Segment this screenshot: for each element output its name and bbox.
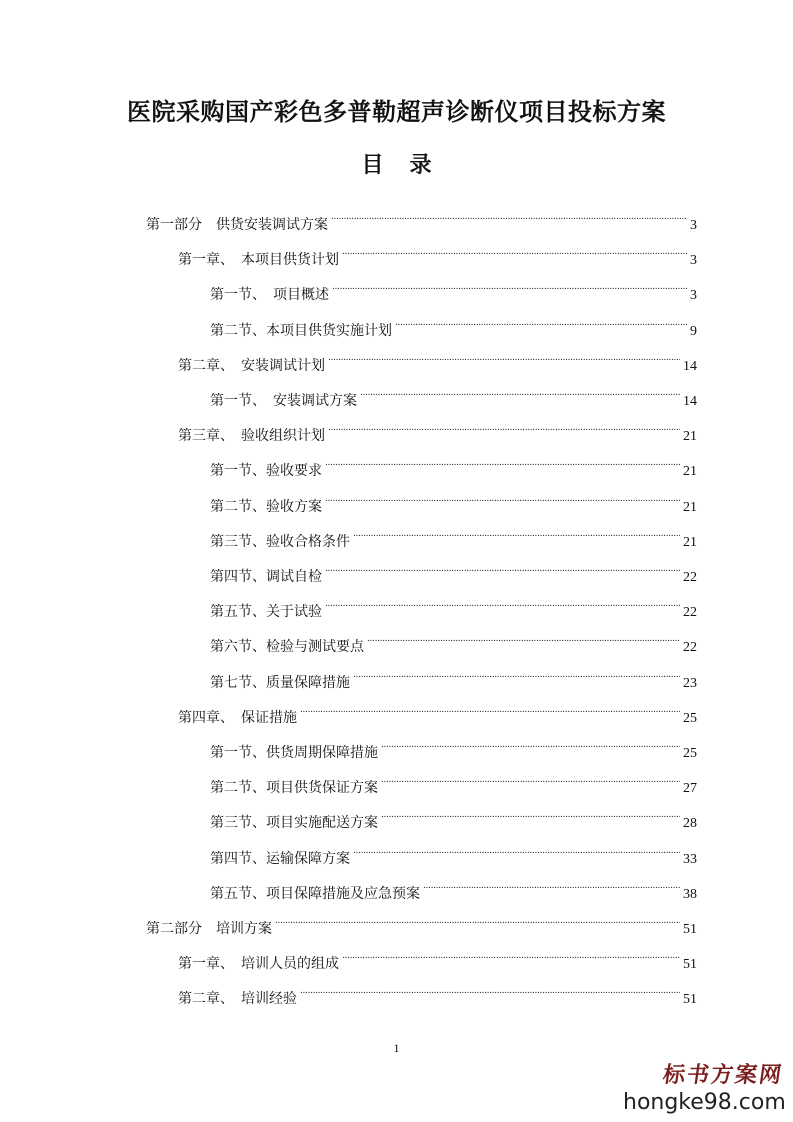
toc-dot-leader: [342, 240, 687, 264]
toc-entry-label: 第四节、运输保障方案: [210, 851, 350, 867]
toc-entry[interactable]: [210, 768, 697, 796]
toc-entry[interactable]: [210, 311, 697, 339]
toc-entry[interactable]: [210, 874, 697, 902]
toc-entry[interactable]: [210, 381, 697, 409]
toc-entry-page-number: 28: [683, 816, 697, 831]
toc-entry[interactable]: [146, 205, 697, 233]
toc-entry[interactable]: [210, 803, 697, 831]
toc-entry-page-number: 38: [683, 887, 697, 902]
toc-dot-leader: [423, 874, 680, 898]
toc-entry[interactable]: [178, 240, 697, 268]
toc-entry-label: 第二节、本项目供货实施计划: [210, 323, 392, 339]
toc-entry-label: 第二节、项目供货保证方案: [210, 780, 378, 796]
toc-dot-leader: [342, 944, 680, 968]
toc-dot-leader: [381, 803, 680, 827]
toc-entry-label: 第一节、 安装调试方案: [210, 393, 357, 409]
toc-entry-label: 第七节、质量保障措施: [210, 675, 350, 691]
toc-dot-leader: [300, 698, 680, 722]
toc-dot-leader: [353, 839, 680, 863]
toc-entry-page-number: 14: [683, 359, 697, 374]
toc-entry-page-number: 3: [690, 253, 697, 268]
watermark-brand-text: 标书方案网: [661, 1063, 785, 1088]
toc-entry[interactable]: [210, 522, 697, 550]
toc-dot-leader: [325, 487, 680, 511]
toc-entry-page-number: 21: [683, 429, 697, 444]
toc-dot-leader: [381, 733, 680, 757]
toc-entry-page-number: 25: [683, 746, 697, 761]
toc-entry[interactable]: [178, 416, 697, 444]
toc-entry-page-number: 3: [690, 218, 697, 233]
toc-entry[interactable]: [146, 909, 697, 937]
toc-dot-leader: [367, 627, 680, 651]
toc-entry-page-number: 3: [690, 288, 697, 303]
toc-entry[interactable]: [210, 275, 697, 303]
toc-entry-label: 第二章、 安装调试计划: [178, 358, 325, 374]
toc-entry-page-number: 22: [683, 640, 697, 655]
toc-entry-label: 第三节、验收合格条件: [210, 534, 350, 550]
toc-heading: 目录: [361, 152, 458, 178]
toc-dot-leader: [332, 275, 687, 299]
toc-entry-label: 第四章、 保证措施: [178, 710, 297, 726]
toc-entry[interactable]: [210, 592, 697, 620]
toc-dot-leader: [325, 557, 680, 581]
document-title: 医院采购国产彩色多普勒超声诊断仪项目投标方案: [127, 97, 666, 126]
toc-dot-leader: [325, 451, 680, 475]
toc-dot-leader: [353, 522, 680, 546]
toc-dot-leader: [325, 592, 680, 616]
toc-dot-leader: [360, 381, 680, 405]
page-number: 1: [393, 1041, 400, 1055]
toc-entry[interactable]: [178, 944, 697, 972]
toc-entry-page-number: 22: [683, 570, 697, 585]
toc-entry[interactable]: [210, 487, 697, 515]
toc-entry-page-number: 9: [690, 324, 697, 339]
toc-entry-page-number: 22: [683, 605, 697, 620]
toc-entry-label: 第一部分 供货安装调试方案: [146, 217, 328, 233]
toc-entry[interactable]: [178, 698, 697, 726]
toc-entry-label: 第三节、项目实施配送方案: [210, 815, 378, 831]
toc-entry-page-number: 27: [683, 781, 697, 796]
toc-dot-leader: [353, 663, 680, 687]
toc-dot-leader: [381, 768, 680, 792]
toc-entry-page-number: 21: [683, 535, 697, 550]
toc-dot-leader: [328, 346, 680, 370]
toc-entry-label: 第二节、验收方案: [210, 499, 322, 515]
toc-entry-page-number: 21: [683, 464, 697, 479]
toc-entry[interactable]: [178, 346, 697, 374]
watermark-logo: [623, 1062, 786, 1116]
toc-entry-page-number: 14: [683, 394, 697, 409]
toc-entry-label: 第五节、关于试验: [210, 604, 322, 620]
toc-entry-label: 第五节、项目保障措施及应急预案: [210, 886, 420, 902]
toc-entry-label: 第二部分 培训方案: [146, 921, 272, 937]
toc-dot-leader: [395, 311, 687, 335]
toc-entry[interactable]: [178, 979, 697, 1007]
toc-entry-label: 第一节、 项目概述: [210, 287, 329, 303]
toc-dot-leader: [275, 909, 680, 933]
toc-entry-label: 第三章、 验收组织计划: [178, 428, 325, 444]
toc-dot-leader: [300, 979, 680, 1003]
toc-dot-leader: [331, 205, 687, 229]
toc-entry-label: 第一节、供货周期保障措施: [210, 745, 378, 761]
toc-entry[interactable]: [210, 627, 697, 655]
toc-dot-leader: [328, 416, 680, 440]
toc-entry[interactable]: [210, 557, 697, 585]
watermark-url: hongke98.com: [623, 1090, 786, 1115]
toc-entry[interactable]: [210, 733, 697, 761]
toc-entry-page-number: 23: [683, 676, 697, 691]
toc-entry-page-number: 51: [683, 992, 697, 1007]
toc-entry-page-number: 51: [683, 922, 697, 937]
toc-entry-label: 第四节、调试自检: [210, 569, 322, 585]
toc-entry-label: 第六节、检验与测试要点: [210, 639, 364, 655]
toc-entry[interactable]: [210, 663, 697, 691]
toc-entry-page-number: 33: [683, 852, 697, 867]
toc-entry-page-number: 51: [683, 957, 697, 972]
toc-entry-label: 第一节、验收要求: [210, 463, 322, 479]
toc-entry-label: 第二章、 培训经验: [178, 991, 297, 1007]
toc-entry[interactable]: [210, 451, 697, 479]
toc-entry-page-number: 25: [683, 711, 697, 726]
toc-entry-label: 第一章、 本项目供货计划: [178, 252, 339, 268]
toc-entry-label: 第一章、 培训人员的组成: [178, 956, 339, 972]
toc-entry[interactable]: [210, 839, 697, 867]
toc-entry-page-number: 21: [683, 500, 697, 515]
